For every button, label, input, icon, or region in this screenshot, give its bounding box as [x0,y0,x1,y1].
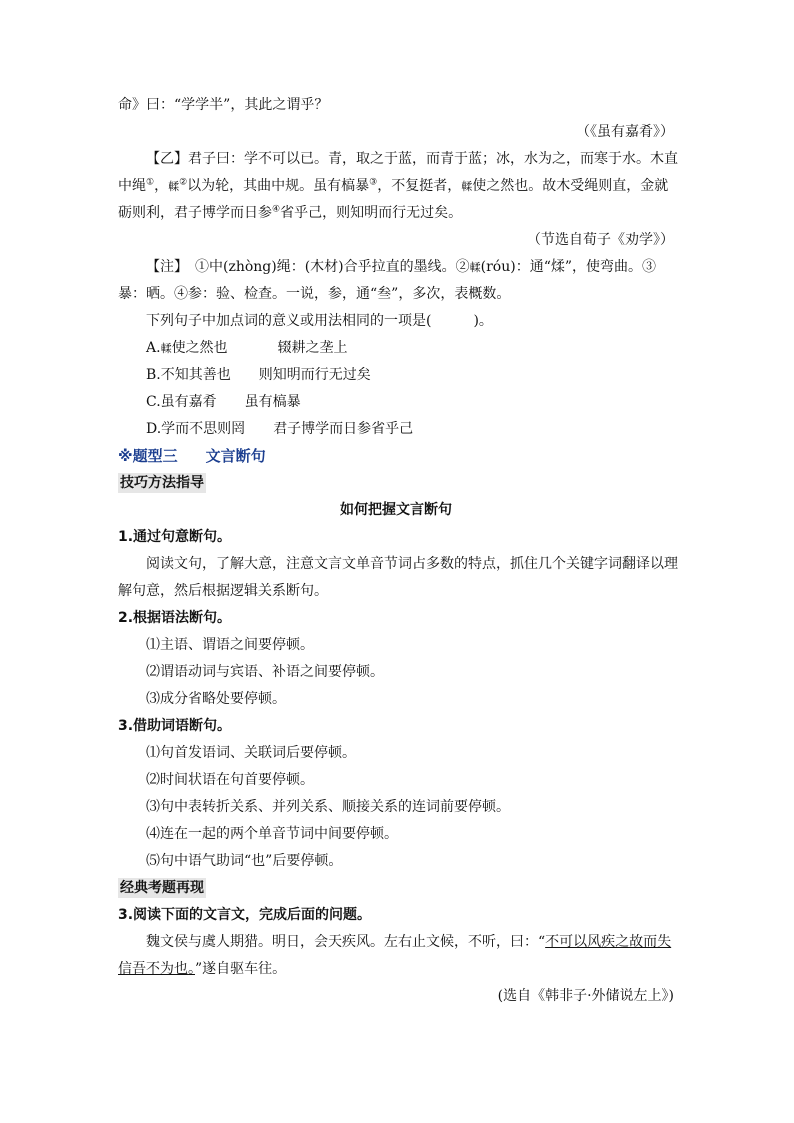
guide-label: 技巧方法指导 [120,475,204,491]
text: (róu)：通“煣”，使弯曲。③ [480,259,657,275]
method-title: 2.根据语法断句。 [118,610,232,626]
method-item: ⑷连在一起的两个单音节词中间要停顿。 [146,826,398,842]
source-citation: （《虽有嘉肴》） [576,124,674,140]
text: ”遂自驱车往。 [195,961,287,977]
guide-label-row [118,470,674,497]
method-item: ⑴主语、谓语之间要停顿。 [146,637,314,653]
text: 【注】 ①中(zhòng)绳：(木材)合乎拉直的墨线。② [146,259,470,275]
text: 砺则利，君子博学而日参 [118,205,272,221]
passage-yi-line: 【乙】君子曰：学不可以已。青，取之于蓝，而青于蓝；冰，水为之，而寒于水。木直 [146,151,678,167]
rare-character: 輮 [461,180,473,193]
method-item: ⑶句中表转折关系、并列关系、顺接关系的连词前要停顿。 [146,799,510,815]
option-c [118,389,674,416]
section-heading [118,443,674,470]
method-title: 1.通过句意断句。 [118,529,232,545]
text: D.学而不思则罔 [146,421,246,437]
passage-yi-line [118,200,674,227]
underlined-text: 信吾不为也。 [118,961,195,977]
passage-yi-line [118,173,674,200]
method-item: ⑶成分省略处要停顿。 [146,691,286,707]
method-item: ⑵谓语动词与宾语、补语之间要停顿。 [146,664,384,680]
exam-label-row [118,875,674,902]
method-title: 3.借助词语断句。 [118,718,232,734]
text: ，不复挺者， [377,178,462,194]
method-text: 阅读文句，了解大意，注意文言文单音节词占多数的特点，抓住几个关键字词翻译以理 [146,556,678,572]
text: B.不知其善也 [146,367,231,383]
method-text: 解句意，然后根据逻辑关系断句。 [118,583,328,599]
option-b [118,362,674,389]
footnote-marker: ③ [369,177,378,188]
option-a [118,335,674,362]
source-citation: （节选自荀子《劝学》） [527,232,674,248]
text: 省乎己，则知明而行无过矣。 [280,205,463,221]
text: ， [154,178,169,194]
rare-character: 輮 [469,261,481,274]
text-line: 命》曰：“学学半”，其此之谓乎？ [118,97,329,113]
text: C.虽有嘉肴 [146,394,217,410]
section-title: 文言断句 [205,447,266,465]
rare-character: 輮 [168,180,180,193]
section-prefix: ※题型三 [118,447,178,465]
rare-character: 輮 [160,342,172,355]
text: 中绳 [118,178,146,194]
text: 虽有槁暴 [244,394,301,410]
text: 则知明而行无过矣 [258,367,371,383]
question-text: 下列句子中加点词的意义或用法相同的一项是( )。 [146,313,493,329]
text: 以为轮，其曲中规。虽有槁暴 [187,178,370,194]
footnote-marker: ① [146,177,155,188]
document-page [118,92,678,1010]
text: 使之然也 [171,340,228,356]
text: 君子博学而日参省乎己 [273,421,414,437]
text: 使之然也。故木受绳则直，金就 [472,178,669,194]
exam-passage-line [118,929,674,956]
exam-question-title: 3.阅读下面的文言文，完成后面的问题。 [118,907,372,923]
note-line: 暴：晒。④参：验、检查。一说，参，通“叁”，多次，表概数。 [118,286,511,302]
text: A. [146,340,161,356]
note-line [118,254,674,281]
source-citation: (选自《韩非子·外储说左上》) [497,988,674,1004]
text: 魏文侯与虞人期猎。明日，会天疾风。左右止文候，不听，曰：“ [146,934,546,950]
footnote-marker: ④ [272,204,281,215]
method-item: ⑴句首发语词、关联词后要停顿。 [146,745,356,761]
center-title: 如何把握文言断句 [340,502,452,518]
option-d [118,416,674,443]
method-item: ⑵时间状语在句首要停顿。 [146,772,314,788]
text: 辍耕之垄上 [277,340,348,356]
underlined-text: 不可以风疾之故而失 [545,934,672,950]
method-item: ⑸句中语气助词“也”后要停顿。 [146,853,343,869]
footnote-marker: ② [179,177,188,188]
exam-label: 经典考题再现 [120,880,204,896]
exam-passage-line [118,956,674,983]
